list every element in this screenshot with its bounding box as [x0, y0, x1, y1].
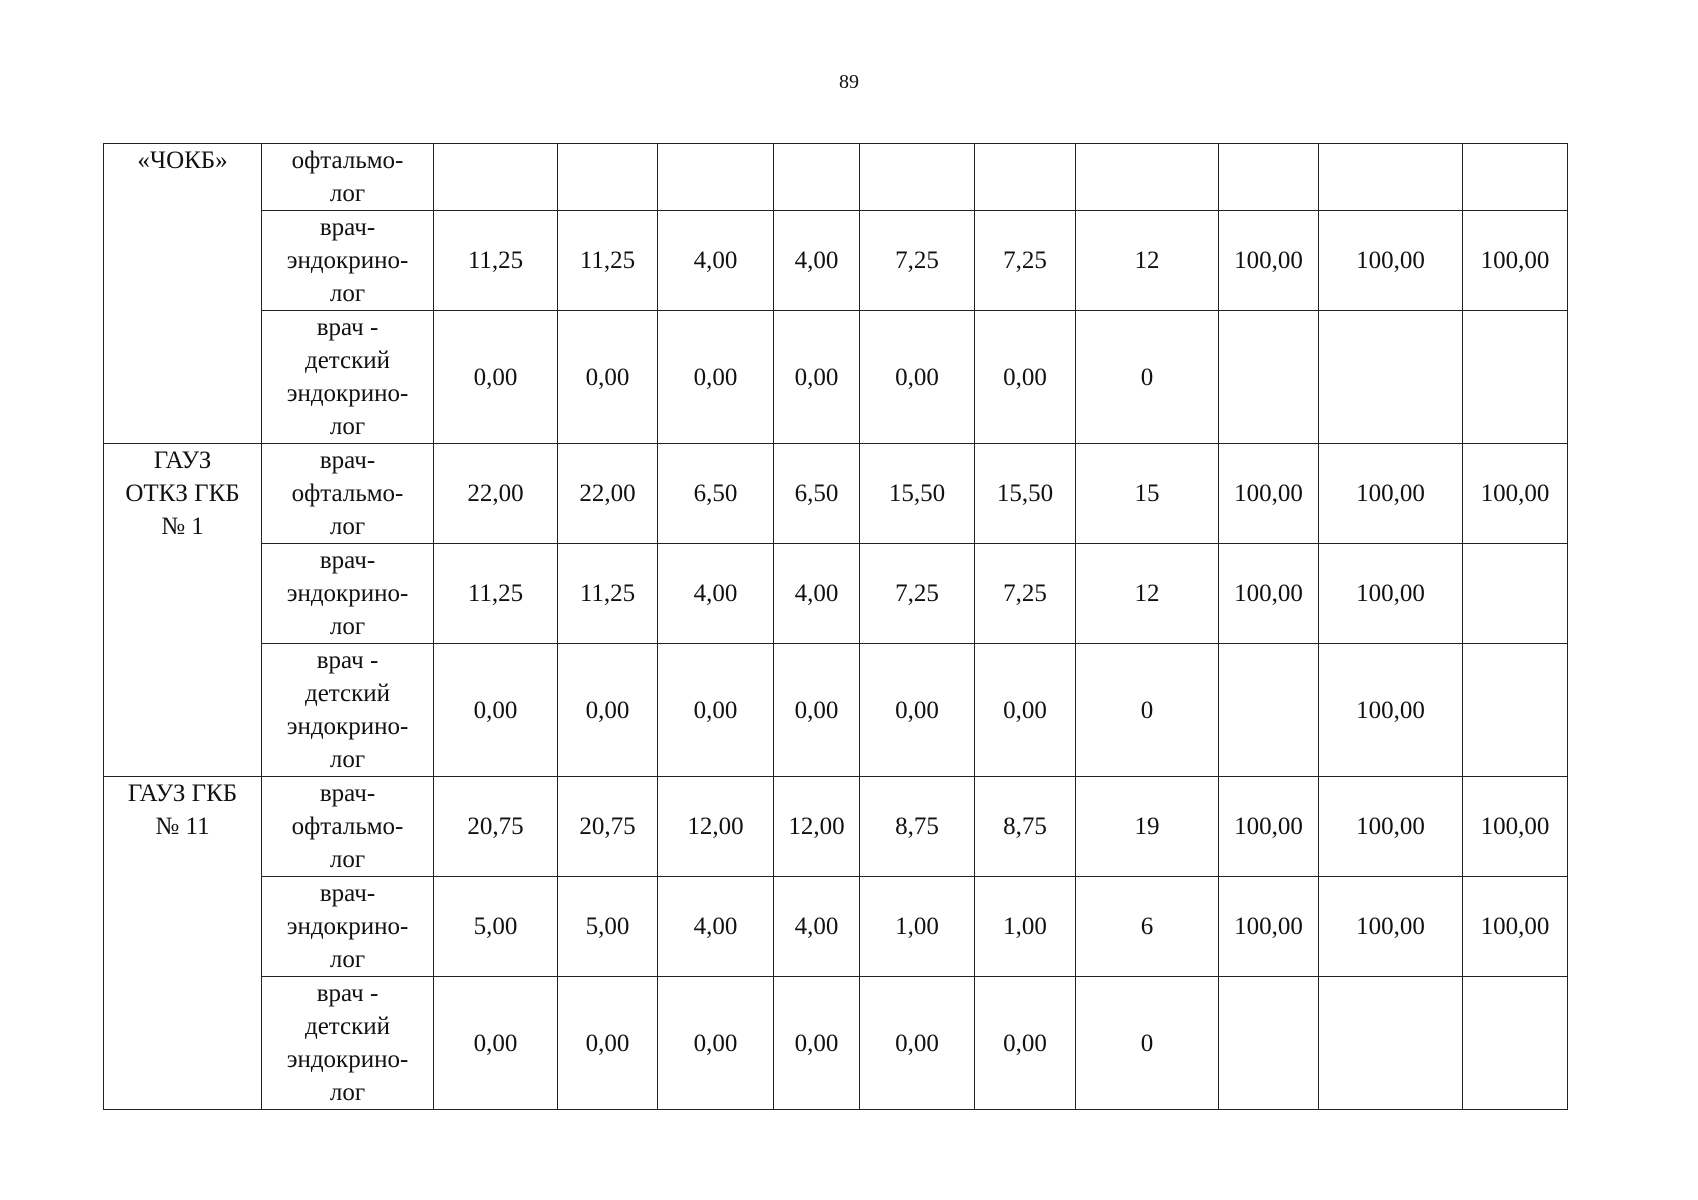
- value-cell-3: 6,50: [658, 444, 774, 544]
- value-cell-4: 0,00: [774, 311, 860, 444]
- value-cell-5: 15,50: [860, 444, 975, 544]
- data-table: [103, 143, 1568, 1110]
- value-cell-10: 100,00: [1463, 877, 1568, 977]
- value-cell-2: 20,75: [558, 777, 658, 877]
- value-cell-10: [1463, 544, 1568, 644]
- page-number: 89: [839, 71, 859, 93]
- value-cell-3: [658, 144, 774, 211]
- value-cell-5: 0,00: [860, 644, 975, 777]
- value-cell-8: [1219, 311, 1319, 444]
- table-row: [104, 644, 1568, 777]
- value-cell-6: 0,00: [975, 644, 1076, 777]
- value-cell-7: [1076, 144, 1219, 211]
- value-cell-7: 12: [1076, 544, 1219, 644]
- value-cell-8: 100,00: [1219, 544, 1319, 644]
- table-row: [104, 777, 1568, 877]
- value-cell-5: 8,75: [860, 777, 975, 877]
- value-cell-6: 15,50: [975, 444, 1076, 544]
- value-cell-3: 0,00: [658, 977, 774, 1110]
- specialty-cell: врач- офтальмо- лог: [262, 444, 434, 544]
- value-cell-3: 4,00: [658, 211, 774, 311]
- value-cell-2: 22,00: [558, 444, 658, 544]
- value-cell-4: 0,00: [774, 977, 860, 1110]
- value-cell-3: 4,00: [658, 544, 774, 644]
- value-cell-10: [1463, 644, 1568, 777]
- value-cell-3: 0,00: [658, 644, 774, 777]
- value-cell-8: [1219, 977, 1319, 1110]
- value-cell-7: 6: [1076, 877, 1219, 977]
- value-cell-2: 5,00: [558, 877, 658, 977]
- value-cell-7: 0: [1076, 977, 1219, 1110]
- value-cell-2: 0,00: [558, 977, 658, 1110]
- value-cell-9: 100,00: [1319, 444, 1463, 544]
- table-row: [104, 544, 1568, 644]
- table-row: [104, 444, 1568, 544]
- value-cell-3: 0,00: [658, 311, 774, 444]
- value-cell-6: 7,25: [975, 544, 1076, 644]
- value-cell-1: 11,25: [434, 544, 558, 644]
- value-cell-4: 4,00: [774, 211, 860, 311]
- value-cell-9: 100,00: [1319, 211, 1463, 311]
- value-cell-8: 100,00: [1219, 877, 1319, 977]
- value-cell-10: [1463, 144, 1568, 211]
- value-cell-2: 11,25: [558, 211, 658, 311]
- specialty-cell: врач - детский эндокрино- лог: [262, 311, 434, 444]
- value-cell-2: [558, 144, 658, 211]
- value-cell-8: [1219, 644, 1319, 777]
- value-cell-8: 100,00: [1219, 444, 1319, 544]
- specialty-cell: врач- эндокрино- лог: [262, 544, 434, 644]
- value-cell-7: 12: [1076, 211, 1219, 311]
- value-cell-1: 22,00: [434, 444, 558, 544]
- specialty-cell: врач- эндокрино- лог: [262, 877, 434, 977]
- table-row: [104, 144, 1568, 211]
- value-cell-6: 8,75: [975, 777, 1076, 877]
- value-cell-2: 0,00: [558, 311, 658, 444]
- value-cell-10: [1463, 977, 1568, 1110]
- value-cell-10: [1463, 311, 1568, 444]
- value-cell-4: 12,00: [774, 777, 860, 877]
- value-cell-7: 0: [1076, 644, 1219, 777]
- value-cell-10: 100,00: [1463, 777, 1568, 877]
- value-cell-9: 100,00: [1319, 644, 1463, 777]
- value-cell-2: 11,25: [558, 544, 658, 644]
- value-cell-1: 5,00: [434, 877, 558, 977]
- value-cell-6: [975, 144, 1076, 211]
- value-cell-1: 11,25: [434, 211, 558, 311]
- value-cell-9: 100,00: [1319, 877, 1463, 977]
- value-cell-5: 0,00: [860, 311, 975, 444]
- value-cell-1: 0,00: [434, 644, 558, 777]
- table-row: [104, 211, 1568, 311]
- value-cell-6: 0,00: [975, 977, 1076, 1110]
- value-cell-8: [1219, 144, 1319, 211]
- value-cell-4: 4,00: [774, 544, 860, 644]
- value-cell-5: [860, 144, 975, 211]
- specialty-cell: офтальмо- лог: [262, 144, 434, 211]
- value-cell-5: 0,00: [860, 977, 975, 1110]
- value-cell-8: 100,00: [1219, 211, 1319, 311]
- value-cell-7: 15: [1076, 444, 1219, 544]
- value-cell-3: 12,00: [658, 777, 774, 877]
- value-cell-5: 7,25: [860, 544, 975, 644]
- value-cell-4: 6,50: [774, 444, 860, 544]
- specialty-cell: врач - детский эндокрино- лог: [262, 977, 434, 1110]
- value-cell-1: 20,75: [434, 777, 558, 877]
- table-row: [104, 977, 1568, 1110]
- value-cell-4: 4,00: [774, 877, 860, 977]
- value-cell-1: 0,00: [434, 977, 558, 1110]
- value-cell-9: [1319, 144, 1463, 211]
- value-cell-9: 100,00: [1319, 777, 1463, 877]
- value-cell-8: 100,00: [1219, 777, 1319, 877]
- value-cell-6: 0,00: [975, 311, 1076, 444]
- table-row: [104, 311, 1568, 444]
- value-cell-9: [1319, 311, 1463, 444]
- value-cell-4: 0,00: [774, 644, 860, 777]
- value-cell-7: 19: [1076, 777, 1219, 877]
- organization-cell: «ЧОКБ»: [104, 144, 262, 444]
- organization-cell: ГАУЗ ГКБ № 11: [104, 777, 262, 1110]
- value-cell-1: 0,00: [434, 311, 558, 444]
- value-cell-5: 1,00: [860, 877, 975, 977]
- specialty-cell: врач- эндокрино- лог: [262, 211, 434, 311]
- value-cell-7: 0: [1076, 311, 1219, 444]
- value-cell-10: 100,00: [1463, 444, 1568, 544]
- value-cell-5: 7,25: [860, 211, 975, 311]
- value-cell-1: [434, 144, 558, 211]
- value-cell-6: 7,25: [975, 211, 1076, 311]
- value-cell-3: 4,00: [658, 877, 774, 977]
- value-cell-4: [774, 144, 860, 211]
- value-cell-2: 0,00: [558, 644, 658, 777]
- table-row: [104, 877, 1568, 977]
- value-cell-10: 100,00: [1463, 211, 1568, 311]
- value-cell-9: 100,00: [1319, 544, 1463, 644]
- specialty-cell: врач - детский эндокрино- лог: [262, 644, 434, 777]
- value-cell-6: 1,00: [975, 877, 1076, 977]
- specialty-cell: врач- офтальмо- лог: [262, 777, 434, 877]
- organization-cell: ГАУЗ ОТКЗ ГКБ № 1: [104, 444, 262, 777]
- value-cell-9: [1319, 977, 1463, 1110]
